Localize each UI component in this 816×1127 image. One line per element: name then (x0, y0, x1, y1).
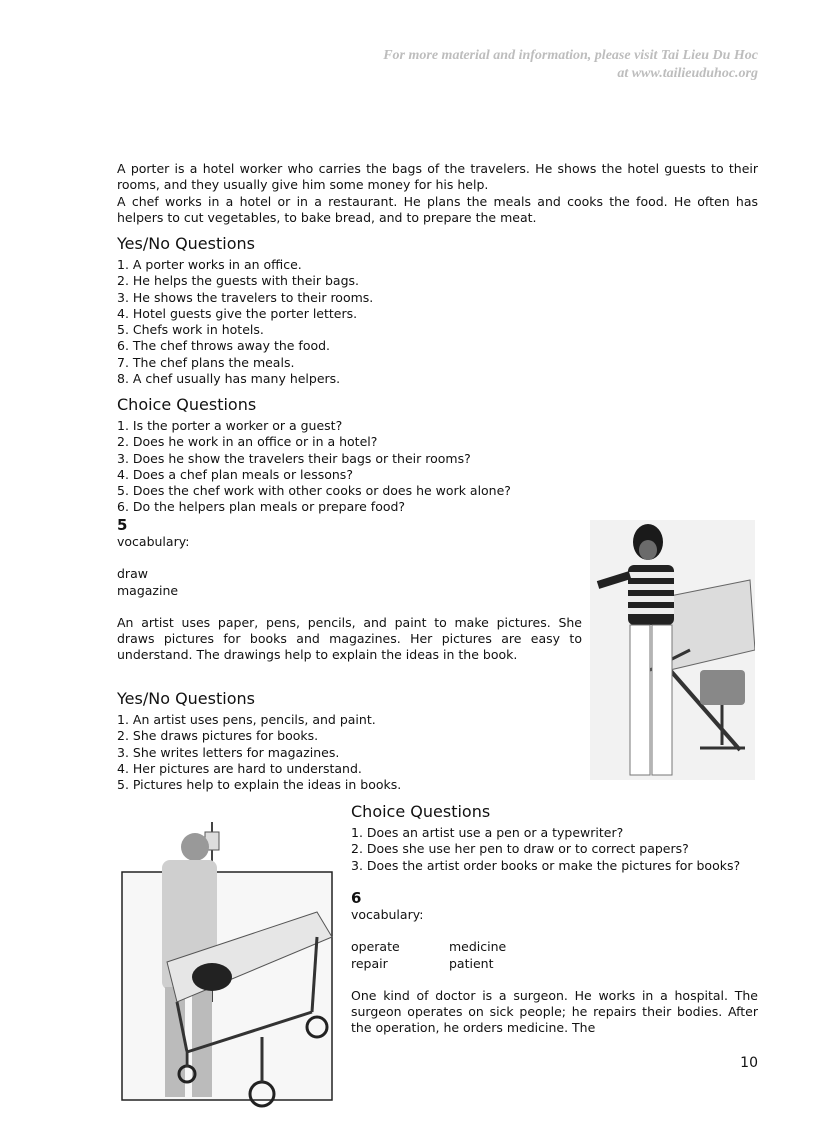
vocabulary-word: operate (351, 939, 400, 955)
list-item: 4. Hotel guests give the porter letters. (117, 305, 358, 321)
list-item: 3. He shows the travelers to their rooms. (117, 289, 374, 305)
question-list (351, 825, 758, 874)
question-list (117, 712, 582, 793)
vocabulary-word: magazine (117, 582, 179, 598)
list-item: 5. Does the chef work with other cooks or does he work alone? (117, 483, 511, 499)
list-item: 2. Does she use her pen to draw or to correct papers? (351, 841, 689, 857)
vocabulary-row (351, 939, 758, 955)
header-line-2: at www.tailieuduhoc.org (617, 66, 758, 81)
vocabulary-label: vocabulary: (351, 907, 424, 922)
site-header (383, 47, 758, 83)
header-line-1: For more material and information, please visit Tai Lieu Du Hoc (383, 48, 758, 63)
vocabulary-row (351, 956, 758, 972)
section-heading: Choice Questions (351, 802, 491, 821)
intro-text (117, 161, 758, 226)
choice-section-2 (351, 802, 758, 874)
section-heading: Yes/No Questions (117, 234, 255, 253)
list-item: 7. The chef plans the meals. (117, 354, 295, 370)
artist-drawing-image (590, 520, 755, 780)
list-item: 1. Is the porter a worker or a guest? (117, 418, 343, 433)
question-list (117, 418, 758, 516)
vocabulary-label: vocabulary: (117, 534, 190, 549)
list-item: 5. Chefs work in hotels. (117, 322, 264, 338)
vocabulary-word: draw (117, 566, 148, 582)
list-item: 5. Pictures help to explain the ideas in books. (117, 777, 402, 793)
lesson-6 (351, 889, 758, 1037)
list-item: 1. Does an artist use a pen or a typewriter? (351, 825, 624, 840)
question-list (117, 257, 758, 387)
intro-paragraph-porter: A porter is a hotel worker who carries the bags of the travelers. He shows the hotel guests to their rooms, and they usually give him some money for his help. (117, 161, 758, 193)
surgeon-paragraph: One kind of doctor is a surgeon. He works in a hospital. The surgeon operates on sick people; he repairs their bodies. After the operation, he orders medicine. The (351, 987, 758, 1036)
list-item: 1. A porter works in an office. (117, 257, 302, 272)
list-item: 6. Do the helpers plan meals or prepare food? (117, 499, 406, 515)
lesson-number: 6 (351, 889, 362, 907)
list-item: 4. Does a chef plan meals or lessons? (117, 466, 353, 482)
list-item: 3. She writes letters for magazines. (117, 744, 340, 760)
lesson-number: 5 (117, 516, 128, 534)
list-item: 3. Does he show the travelers their bags or their rooms? (117, 450, 471, 466)
list-item: 2. He helps the guests with their bags. (117, 273, 360, 289)
vocabulary-word: patient (449, 955, 494, 971)
page-number: 10 (740, 1055, 758, 1071)
artist-illustration (590, 520, 755, 780)
artist-paragraph: An artist uses paper, pens, pencils, and paint to make pictures. She draws pictures for books and magazines. Her pictures are easy to understand. The drawings help to explain the ideas in the book. (117, 614, 582, 663)
vocabulary-word: medicine (449, 939, 507, 955)
list-item: 4. Her pictures are hard to understand. (117, 760, 362, 776)
section-heading: Yes/No Questions (117, 689, 255, 708)
list-item: 2. Does he work in an office or in a hotel? (117, 434, 378, 450)
list-item: 3. Does the artist order books or make the pictures for books? (351, 857, 741, 873)
list-item: 6. The chef throws away the food. (117, 338, 331, 354)
section-heading: Choice Questions (117, 395, 257, 414)
lesson-5 (117, 516, 582, 664)
yes-no-section-1 (117, 234, 758, 387)
surgeon-image (117, 812, 339, 1123)
list-item: 2. She draws pictures for books. (117, 728, 319, 744)
list-item: 1. An artist uses pens, pencils, and paint. (117, 712, 376, 727)
intro-paragraph-chef: A chef works in a hotel or in a restaurant. He plans the meals and cooks the food. He often has helpers to cut vegetables, to bake bread, and to prepare the meat. (117, 193, 758, 225)
vocabulary-word: repair (351, 955, 388, 971)
surgeon-illustration (117, 812, 339, 1123)
yes-no-section-2 (117, 689, 582, 793)
choice-section-1 (117, 395, 758, 516)
list-item: 8. A chef usually has many helpers. (117, 371, 341, 387)
